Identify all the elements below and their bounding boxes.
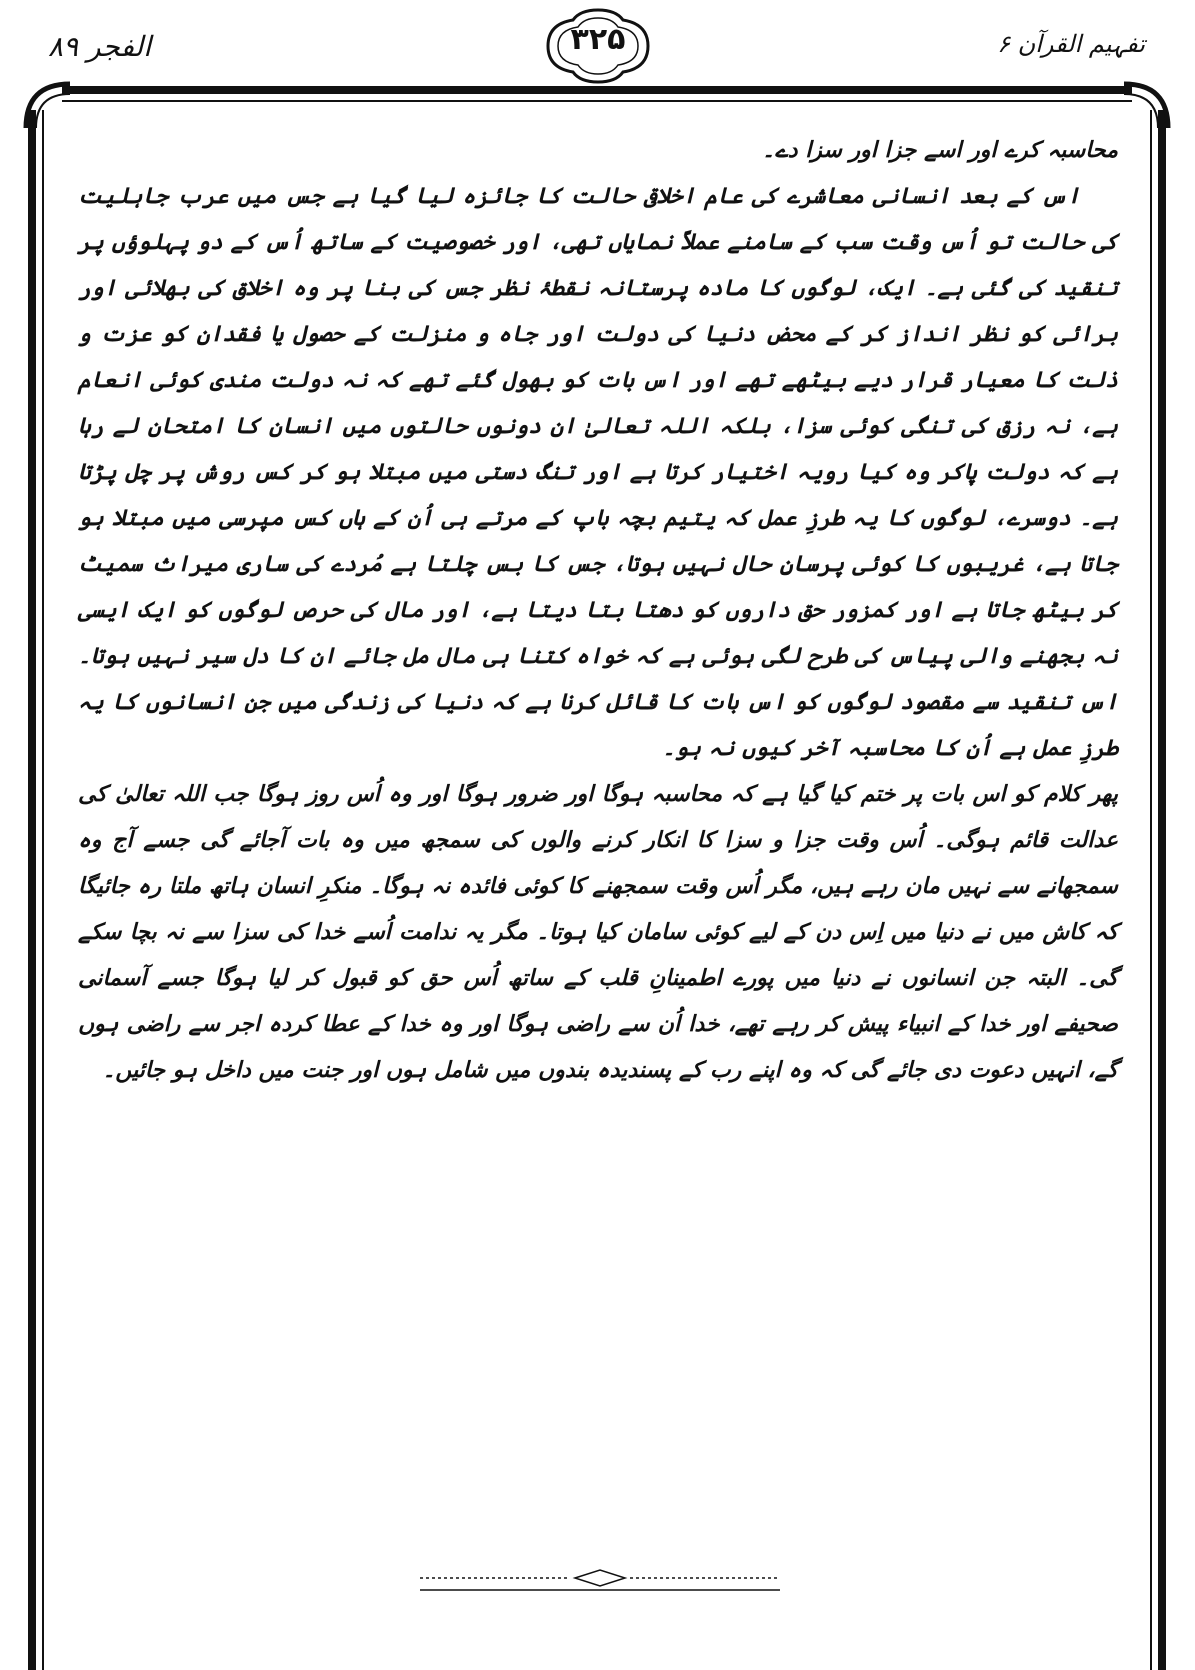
paragraph: اس کے بعد انسانی معاشرے کی عام اخلاقی حالت کا جائزہ لیا گیا ہے جس میں عرب جاہلیت کی حالت تو اُس وقت سب کے سامنے عملاً نمایاں تھی، اور خصوصیت کے ساتھ اُس کے دو پہلوؤں پر تنقید کی گئی ہے۔ ایک، لوگوں کا مادہ پرستانہ نقطۂ نظر جس کی بنا پر وہ اخلاق کی بھلائی اور برائی کو نظر انداز کر کے محض دنیا کی دولت اور جاہ و منزلت کے حصول یا فقدان کو عزت و ذلت کا معیار قرار دیے بیٹھے تھے اور اس بات کو بھول گئے تھے کہ نہ دولت مندی کوئی انعام ہے، نہ رزق کی تنگی کوئی سزا، بلکہ اللہ تعالیٰ ان دونوں حالتوں میں انسان کا امتحان لے رہا ہے کہ دولت پاکر وہ کیا رویہ اختیار کرتا ہے اور تنگ دستی میں مبتلا ہو کر کس روش پر چل پڑتا ہے۔ دوسرے، لوگوں کا یہ طرزِ عمل کہ یتیم بچہ باپ کے مرتے ہی اُن کے ہاں کس مپرسی میں مبتلا ہو جاتا ہے، غریبوں کا کوئی پرسانِ حال نہیں ہوتا، جس کا بس چلتا ہے مُردے کی ساری میراث سمیٹ کر بیٹھ جاتا ہے اور کمزور حق داروں کو دھتا بتا دیتا ہے، اور مال کی حرص لوگوں کو ایک ایسی نہ بجھنے والی پیاس کی طرح لگی ہوئی ہے کہ خواہ کتنا ہی مال مل جائے ان کا دل سیر نہیں ہوتا۔ اس تنقید سے مقصود لوگوں کو اس بات کا قائل کرنا ہے کہ دنیا کی زندگی میں جن انسانوں کا یہ طرزِ عمل ہے اُن کا محاسبہ آخر کیوں نہ ہو۔ <box>78 184 1118 761</box>
page-number: ۳۲۵ <box>570 22 626 57</box>
main-text <box>78 128 1118 1094</box>
book-title-header: تفہیم القرآن ۶ <box>997 30 1145 58</box>
paragraph: پھر کلام کو اس بات پر ختم کیا گیا ہے کہ محاسبہ ہوگا اور ضرور ہوگا اور وہ اُس روز ہوگا جب اللہ تعالیٰ کی عدالت قائم ہوگی۔ اُس وقت جزا و سزا کا انکار کرنے والوں کی سمجھ میں وہ بات آجائے گی جسے آج وہ سمجھانے سے نہیں مان رہے ہیں، مگر اُس وقت سمجھنے کا کوئی فائدہ نہ ہوگا۔ منکرِ انسان ہاتھ ملتا رہ جائیگا کہ کاش میں نے دنیا میں اِس دن کے لیے کوئی سامان کیا ہوتا۔ مگر یہ ندامت اُسے خدا کی سزا سے نہ بچا سکے گی۔ البتہ جن انسانوں نے دنیا میں پورے اطمینانِ قلب کے ساتھ اُس حق کو قبول کر لیا ہوگا جسے آسمانی صحیفے اور خدا کے انبیاء پیش کر رہے تھے، خدا اُن سے راضی ہوگا اور وہ خدا کے عطا کردہ اجر سے راضی ہوں گے، انہیں دعوت دی جائے گی کہ وہ اپنے رب کے پسندیدہ بندوں میں شامل ہوں اور جنت میں داخل ہو جائیں۔ <box>78 782 1118 1083</box>
corner-ornament-left <box>22 80 74 132</box>
corner-ornament-right <box>1120 80 1172 132</box>
end-ornament <box>400 1568 800 1598</box>
surah-name-header: الفجر ۸۹ <box>48 30 151 63</box>
paragraph: محاسبہ کرے اور اسے جزا اور سزا دے۔ <box>761 138 1118 163</box>
